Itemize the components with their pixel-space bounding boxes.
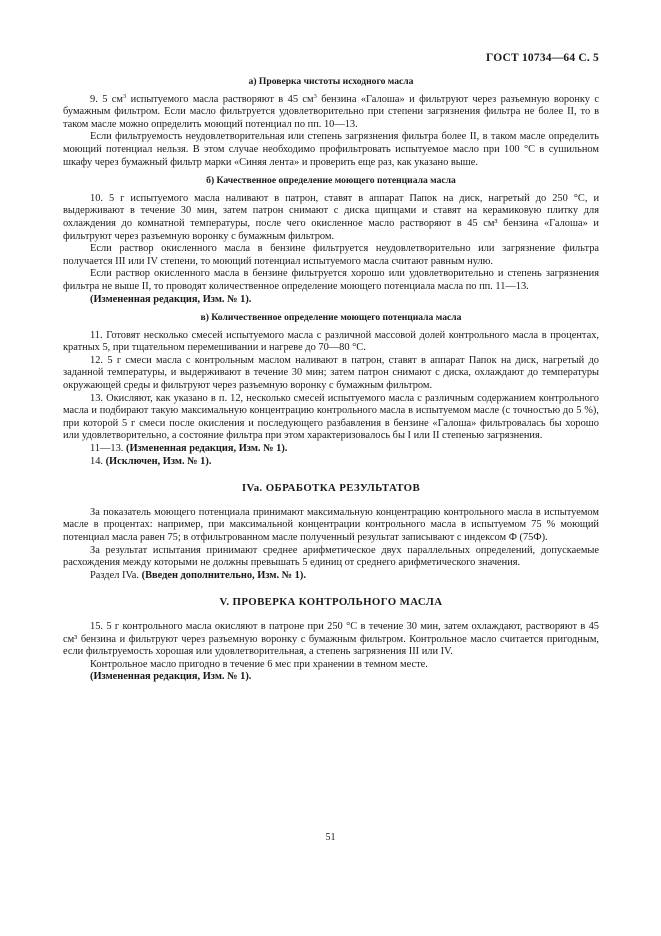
section-v-title: V. ПРОВЕРКА КОНТРОЛЬНОГО МАСЛА [219,596,443,609]
subsection-v-title: в) Количественное определение моющего потенциала масла [200,312,462,324]
amendment-note-v: (Измененная редакция, Изм. № 1). [90,671,252,683]
page-number: 51 [325,832,336,843]
paragraph-iva-2: За результат испытания принимают среднее арифметическое двух параллельных определений, допускаемые расхождения между которыми не должны превышать 5 единиц от среднего арифметического значения. [63,544,599,569]
page-content [63,76,599,684]
paragraph-10-cont-1: Если раствор окисленного масла в бензине фильтруется неудовлетворительно или загрязнение фильтра получается III или IV степени, то моющий потенциал испытуемого масла считают равным нулю. [63,243,599,267]
paragraph-iva-1: За показатель моющего потенциала принимают максимальную концентрацию контрольного масла в испытуемом масле в процентах: например, при максимальной концентрации контрольного масла в испытуемом 75 % моющий потенциал масла равен 75; в отфильтрованном масле полученный результат записывают с индексом Ф (75Ф). [63,506,599,543]
paragraph-9: 9. 5 $см^3$ испытуемого масла растворяют в 45 $см^3$ бензина «Галоша» и фильтруют через разъемную воронку с бумажным фильтром. Если масло фильтруется удовлетворительно при степени загрязнения фильтра не более II, то в таком масле можно определить моющий потенциал по пп. 10—13. [63,92,600,130]
paragraph-15-cont: Контрольное масло пригодно в течение 6 мес при хранении в темном месте. [90,658,428,670]
section-iva-title: IVa. ОБРАБОТКА РЕЗУЛЬТАТОВ [241,482,421,495]
amendment-note-b: (Измененная редакция, Изм. № 1). [90,293,252,305]
paragraph-10-cont-2: Если раствор окисленного масла в бензине фильтруется хорошо или удовлетворительно и степень загрязнения фильтра не выше II, то проводят количественное определение моющего потенциала масла по пп. 11—13. [63,268,599,292]
paragraph-11: 11. Готовят несколько смесей испытуемого масла с различной массовой долей контрольного масла в процентах, кратных 5, при тщательном перемешивании и нагреве до 70—80 °С. [63,329,599,354]
paragraph-12: 12. 5 г смеси масла с контрольным маслом наливают в патрон, ставят в аппарат Папок на диск, нагретый до заданной температуры, и выдерживают в течение 30 мин; затем патрон снимают с диска, охлаждают до температуры окружающей среды и фильтруют через разъемную воронку с бумажным фильтром. [63,354,599,392]
paragraph-10: 10. 5 г испытуемого масла наливают в патрон, ставят в аппарат Папок на диск, нагретый до 250 °С, и выдерживают в течение 30 мин, затем патрон снимают с диска щипцами и ставят на керамиковую плитку для охлаждения до комнатной температуры, после чего окисленное масло растворяют в 45 см³ бензина «Галоша» и фильтруют через разъемную воронку с бумажным фильтром. [63,192,599,242]
subsection-b-title: б) Качественное определение моющего потенциала масла [206,175,456,187]
amendment-note-iva: Раздел IVa. (Введен дополнительно, Изм. № 1). [90,569,306,581]
paragraph-13: 13. Окисляют, как указано в п. 12, несколько смесей испытуемого масла с различным содержанием контрольного масла и подбирают такую максимальную концентрацию контрольного масла в испытуемом масле (с точностью до 5 %), при которой 5 г смеси после окисления и последующего разбавления в бензине «Галоша» фильтровалась бы хорошо или удовлетворительно, а состояние фильтра при этом характеризовалось бы I или II степенью загрязнения. [63,392,599,442]
paragraph-15: 15. 5 г контрольного масла окисляют в патроне при 250 °С в течение 30 мин, затем охлаждают, растворяют в 45 см³ бензина и фильтруют через разъемную воронку с бумажным фильтром. Контрольное масло считается пригодным, если фильтруемость хорошая или удовлетворительная, а степень загрязнения III или IV. [63,620,599,658]
page-header: ГОСТ 10734—64 С. 5 [486,52,599,64]
paragraph-9-cont: Если фильтруемость неудовлетворительная или степень загрязнения фильтра более II, в таком масле определить моющий потенциал нельзя. В этом случае необходимо профильтровать испытуемое масло при 100 °С в сушильном шкафу через бумажный фильтр марки «Синяя лента» и проверить еще раз, как указано выше. [63,131,599,168]
amendment-note-11-13: 11—13. (Измененная редакция, Изм. № 1). [90,443,288,455]
subsection-a-title: а) Проверка чистоты исходного масла [248,76,414,87]
paragraph-14: 14. (Исключен, Изм. № 1). [90,455,212,467]
